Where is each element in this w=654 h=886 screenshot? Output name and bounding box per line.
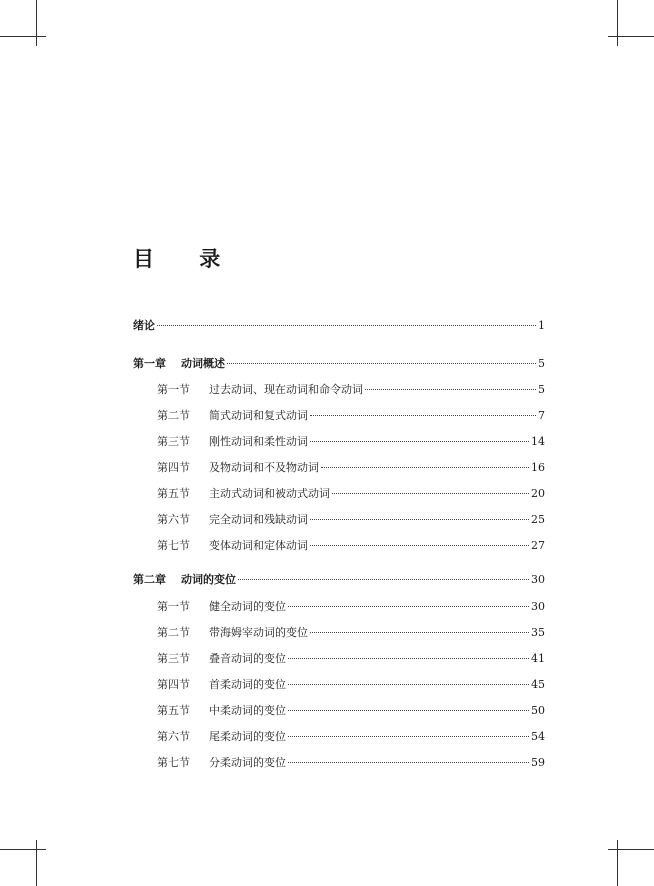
toc-leader [365,389,536,390]
toc-section-number: 第六节 [157,730,190,743]
toc-section-title: 首柔动词的变位 [209,678,286,691]
toc-leader [288,710,529,711]
toc-section-number: 第二节 [157,626,190,639]
toc-leader [288,606,529,607]
toc-entry-title: 绪论 [133,319,155,332]
toc-section[interactable] [157,513,545,527]
toc-page-number: 5 [538,383,545,396]
toc-leader [288,736,529,737]
toc-section[interactable] [157,383,545,397]
toc-section[interactable] [157,539,545,553]
toc-section-title: 分柔动词的变位 [209,756,286,769]
page-title: 目 录 [133,246,240,271]
toc-chapter[interactable] [133,357,545,371]
toc-page-number: 30 [531,573,545,586]
toc-page-number: 20 [531,487,545,500]
toc-section-title: 过去动词、现在动词和命令动词 [209,383,363,396]
toc-section[interactable] [157,626,545,640]
toc-section-title: 尾柔动词的变位 [209,730,286,743]
toc-section-number: 第六节 [157,513,190,526]
toc-section-title: 完全动词和残缺动词 [209,513,308,526]
toc-chapter[interactable] [133,573,545,587]
crop-mark [608,36,654,37]
toc-page-number: 14 [531,435,545,448]
toc-entry-intro[interactable] [133,319,545,333]
toc-section-title: 刚性动词和柔性动词 [209,435,308,448]
toc-leader [288,684,529,685]
toc-section-number: 第五节 [157,704,190,717]
crop-mark [608,849,654,850]
toc-section-title: 变体动词和定体动词 [209,539,308,552]
crop-mark [617,840,618,886]
toc-section-title: 中柔动词的变位 [209,704,286,717]
toc-section[interactable] [157,678,545,692]
toc-page-number: 27 [531,539,545,552]
toc-leader [310,519,529,520]
toc-chapter-title: 动词概述 [181,357,225,370]
toc-page-number: 35 [531,626,545,639]
toc-page-number: 25 [531,513,545,526]
toc-leader [227,363,536,364]
toc-chapter-number: 第二章 [133,573,166,586]
toc-section[interactable] [157,652,545,666]
toc-page-number: 16 [531,461,545,474]
toc-section-title: 主动式动词和被动式动词 [209,487,330,500]
toc-leader [332,493,529,494]
toc-section-number: 第一节 [157,383,190,396]
crop-mark [36,0,37,46]
crop-mark [0,36,46,37]
toc-chapter-number: 第一章 [133,357,166,370]
toc-leader [157,325,536,326]
toc-section[interactable] [157,600,545,614]
toc-section-title: 叠音动词的变位 [209,652,286,665]
toc-section[interactable] [157,435,545,449]
toc-section-number: 第三节 [157,652,190,665]
crop-mark [617,0,618,46]
toc-page-number: 7 [538,409,545,422]
crop-mark [36,840,37,886]
toc-leader [310,632,529,633]
toc-section-number: 第四节 [157,461,190,474]
toc-section[interactable] [157,756,545,770]
toc-page-number: 1 [538,319,545,332]
toc-chapter-title: 动词的变位 [181,573,236,586]
toc-section-number: 第五节 [157,487,190,500]
toc-leader [321,467,529,468]
toc-page-number: 59 [531,756,545,769]
toc-section-title: 健全动词的变位 [209,600,286,613]
toc-page-number: 5 [538,357,545,370]
toc-section-number: 第七节 [157,756,190,769]
toc-section[interactable] [157,704,545,718]
toc-leader [288,658,529,659]
toc-leader [310,441,529,442]
toc-leader [310,545,529,546]
toc-page-number: 50 [531,704,545,717]
toc-page-number: 41 [531,652,545,665]
toc-page-number: 30 [531,600,545,613]
toc-section-title: 简式动词和复式动词 [209,409,308,422]
toc-section[interactable] [157,409,545,423]
toc-leader [288,762,529,763]
toc-leader [238,579,529,580]
toc-section[interactable] [157,487,545,501]
toc-section[interactable] [157,461,545,475]
toc-page-number: 54 [531,730,545,743]
toc-section-title: 带海姆宰动词的变位 [209,626,308,639]
toc-section-number: 第七节 [157,539,190,552]
toc-section-title: 及物动词和不及物动词 [209,461,319,474]
crop-mark [0,849,46,850]
toc-section-number: 第一节 [157,600,190,613]
toc-section-number: 第二节 [157,409,190,422]
toc-leader [310,415,536,416]
toc-page-number: 45 [531,678,545,691]
toc-section-number: 第三节 [157,435,190,448]
toc-section-number: 第四节 [157,678,190,691]
toc-section[interactable] [157,730,545,744]
